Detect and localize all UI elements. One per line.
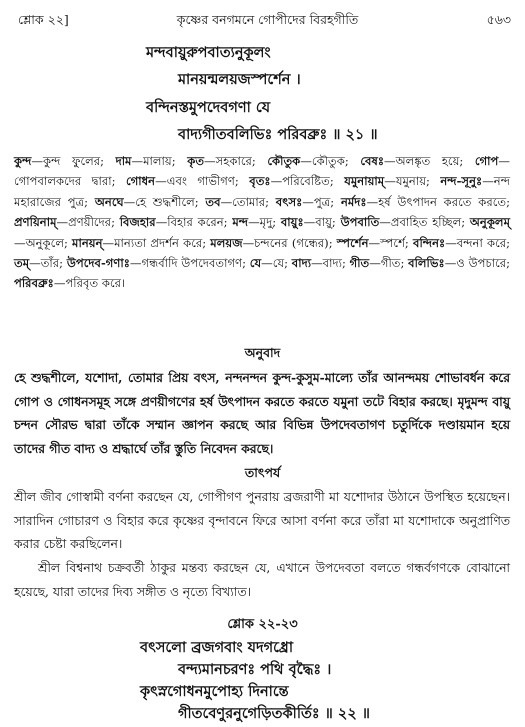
synonym-meaning: সহকারে; [215,154,256,168]
synonym-meaning: তোমার; [232,194,270,209]
synonym-term: উপবাতি [340,215,380,230]
synonym-meaning: প্রণয়ীদের; [68,215,115,230]
synonym-term: গোধন [126,174,156,189]
page-number: ৫৬৩ [486,12,511,27]
verse-line: বাদ্যগীতবলিভিঃ পরিবব্রুঃ ॥ ২১ ॥ [178,126,378,143]
synonym-meaning: পরিবেষ্টিত; [282,174,334,189]
synonym-meaning: কৌতুক; [311,154,349,168]
synonym-term: যমুনায়াম্ [344,174,385,189]
synonym-meaning: বন্দনা করে; [456,235,511,250]
synonym-meaning: নন্দ মহারাজের পুত্র; [14,174,511,209]
synonym-meaning: অলঙ্কৃত হয়ে; [395,154,464,168]
synonym-term: অনঘে [94,194,124,209]
synonym-meaning: যে; [272,256,289,271]
synonym-term: যে [249,256,262,271]
synonym-meaning: বায়ু; [315,215,336,230]
synonym-meaning: এবং গাভীগণ; [166,174,239,189]
synonym-term: নন্দ-সূনুঃ [440,174,483,189]
synonym-term: বৃতঃ [249,174,271,189]
synonym-meaning: বিহার করেন; [167,215,228,230]
synonym-term: উপদেব-গণাঃ [66,256,130,271]
synonym-term: প্রণয়িনাম্ [14,215,57,230]
translation-text: হে শুদ্ধশীলে, যশোদা, তোমার প্রিয় বৎস, নন্দনন্দন কুন্দ-কুসুম-মাল্যে তাঁর আনন্দময় শোভাবর্ধন করে গোপ ও গোধনসমূহ সঙ্গে প্রণয়ীগণের হর্ষ উৎপাদন করতে করতে যমুনা তটে বিহার করছে। মৃদুমন্দ বায়ু চন্দন সৌরভ দ্বারা তাঁকে সম্মান জ্ঞাপন করছে আর বিভিন্ন উপদেবতাগণ চতুর্দিকে দণ্ডায়মান হয়ে তাদের গীত বাদ্য ও শ্রদ্ধার্ঘে তাঁর স্তুতি নিবেদন করছে। [14,370,510,456]
synonym-term: বিজহার [119,215,156,230]
synonym-term: বলিভিঃ [408,256,445,271]
synonym-term: দাম [115,154,132,168]
synonym-term: মন্দ [232,215,249,230]
verse-line: বৎসলো ব্রজগবাং যদগধ্রো [140,639,294,656]
synonym-meaning: হর্ষ উৎপাদন করতে করতে; [378,194,511,209]
synonym-term: বাদ্য [291,256,312,271]
synonym-term: বেষঃ [360,154,385,168]
synonym-meaning: চন্দনের (গন্ধের); [254,235,333,250]
synonym-meaning: কুন্দ ফুলের; [43,154,105,168]
synonym-term: নর্মদঃ [340,194,367,209]
verse-reference: শ্লোক ২২] [18,12,69,27]
purport-paragraph: শ্রীল জীব গোস্বামী বর্ণনা করছেন যে, গোপীগণ পুনরায় ব্রজরাণী মা যশোদার উঠানে উপস্থিত হয়েছেন। সারাদিন গোচারণ ও বিহার করে কৃষ্ণের বৃন্দাবনে ফিরে আসা বর্ণনা করে তাঁরা মা যশোদাকে অনুপ্রাণিত করার চেষ্টা করছিলেন। [14,490,510,552]
synonym-meaning: হে শুদ্ধশীলে; [135,194,199,209]
synonym-meaning: যমুনায়; [395,174,430,189]
synonym-meaning: অনুকূলে; [25,235,68,250]
synonym-meaning: মৃদু; [259,215,277,230]
synonym-term: বন্দিনঃ [413,235,446,250]
synonym-meaning: গোপবালকদের দ্বারা; [14,174,116,189]
synonym-meaning: মালায়; [143,154,176,168]
synonym-meaning: গন্ধর্বাদি উপদেবতাগণ; [141,256,246,271]
translation-heading: অনুবাদ [244,345,281,360]
synonym-meaning: ও উপচারে; [456,256,511,271]
synonym-meaning: পরিবৃত করে। [65,276,126,291]
verse-number: শ্লোক ২২-২৩ [227,617,298,632]
synonym-term: কৃত [187,154,205,168]
word-synonyms: কুন্দ—কুন্দ ফুলের; দাম—মালায়; কৃত—সহকারে; কৌতুক—কৌতুক; বেষঃ—অলঙ্কৃত হয়ে; গোপ—গোপবালকদের দ্বারা; গোধন—এবং গাভীগণ; বৃতঃ—পরিবেষ্টিত; যমুনায়াম্—যমুনায়; নন্দ-সূনুঃ—নন্দ মহারাজের পুত্র; অনঘে—হে শুদ্ধশীলে; তব—তোমার; বৎসঃ—পুত্র; নর্মদঃ—হর্ষ উৎপাদন করতে করতে; প্রণয়িনাম্—প্রণয়ীদের; বিজহার—বিহার করেন; মন্দ—মৃদু; বায়ুঃ—বায়ু; উপবাতি—প্রবাহিত হচ্ছিল; অনুকূলম্—অনুকূলে; মানয়ন্—মান্যতা প্রদর্শন করে; মলয়জ—চন্দনের (গন্ধের); স্পর্শেন—স্পর্শে; বন্দিনঃ—বন্দনা করে; তম্—তাঁর; উপদেব-গণাঃ—গন্ধর্বাদি উপদেবতাগণ; যে—যে; বাদ্য—বাদ্য; গীত—গীত; বলিভিঃ—ও উপচারে; পরিবব্রুঃ—পরিবৃত করে। [14,154,511,291]
synonym-meaning: প্রবাহিত হচ্ছিল; [390,215,466,230]
synonym-term: গীত [349,256,370,271]
synonym-term: তম্ [14,256,30,271]
synonym-meaning: তাঁর; [40,256,64,271]
synonym-term: অনুকূলম্ [469,215,511,230]
synonym-term: মানয়ন্ [72,235,103,250]
purport-heading: তাৎপর্য [244,465,281,480]
synonym-meaning: মান্যতা প্রদর্শন করে; [114,235,207,250]
synonym-term: তব [205,194,221,209]
synonym-term: বায়ুঃ [280,215,304,230]
running-head [0,6,525,28]
synonym-meaning: গীত; [380,256,405,271]
verse-line: বন্দিনস্তমুপদেবগণা যে [146,99,271,116]
synonym-term: মলয়জ [210,235,243,250]
synonym-term: বৎসঃ [275,194,303,209]
synonym-term: কৌতুক [267,154,301,168]
synonym-meaning: পুত্র; [313,194,335,209]
synonym-term: গোপ [474,154,499,168]
verse-line: কৃৎস্নগোধনমুপোহ্য দিনান্তে [140,683,289,700]
synonym-meaning: বাদ্য; [322,256,346,271]
verse-line: বন্দ্যমানচরণঃ পথি বৃদ্ধৈঃ । [178,661,332,678]
synonym-term: কুন্দ [14,154,32,168]
purport-paragraph: শ্রীল বিশ্বনাথ চক্রবর্তী ঠাকুর মন্তব্য করছেন যে, এখানে উপদেবতা বলতে গন্ধর্বগণকে বোঝানো হয়েছে, যারা তাদের দিব্য সঙ্গীত ও নৃত্যে বিখ্যাত। [14,561,510,599]
synonym-term: পরিবব্রুঃ [14,276,54,291]
verse-line: গীতবেণুরনুগেড়িতকীর্তিঃ ॥ ২২ ॥ [178,705,370,722]
chapter-title: কৃষ্ণের বনগমনে গোপীদের বিরহগীতি [176,12,359,27]
synonym-meaning: স্পর্শে; [380,235,409,250]
synonym-term: স্পর্শেন [336,235,369,250]
verse-line: মানয়ন্মলয়জস্পর্শেন । [178,71,301,88]
verse-line: মন্দবায়ুরুপবাত্যনুকূলং [146,44,271,61]
